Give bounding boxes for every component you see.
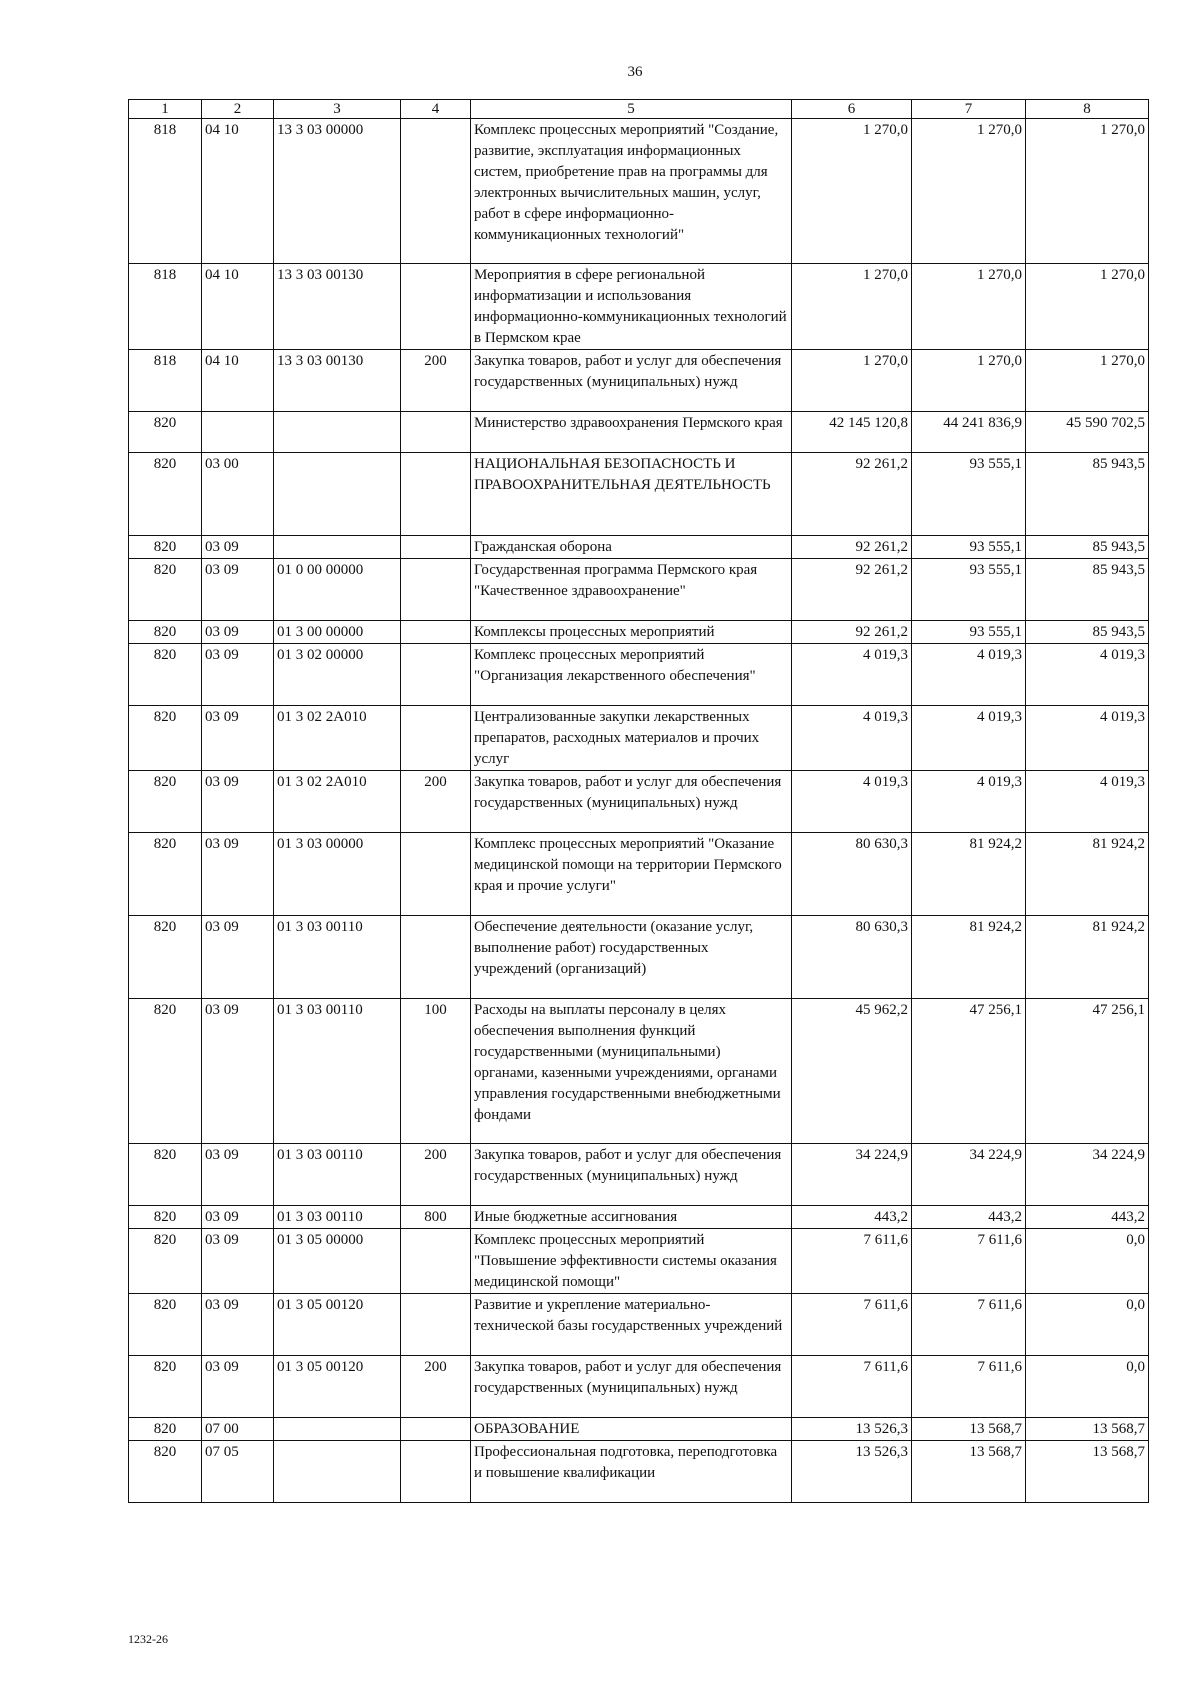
cell-amount-year-2: 44 241 836,9 xyxy=(912,412,1026,453)
cell-target-article: 01 3 03 00110 xyxy=(274,999,401,1144)
cell-section-code: 03 00 xyxy=(202,453,274,536)
column-header: 1 xyxy=(129,100,202,119)
cell-expense-type xyxy=(401,621,471,644)
cell-amount-year-1: 80 630,3 xyxy=(792,916,912,999)
cell-ministry-code: 818 xyxy=(129,119,202,264)
table-row xyxy=(129,1294,1149,1356)
cell-expense-type xyxy=(401,559,471,621)
cell-amount-year-1: 4 019,3 xyxy=(792,771,912,833)
cell-amount-year-3: 1 270,0 xyxy=(1026,119,1149,264)
cell-amount-year-2: 443,2 xyxy=(912,1206,1026,1229)
cell-expense-type xyxy=(401,706,471,771)
cell-amount-year-3: 4 019,3 xyxy=(1026,644,1149,706)
cell-target-article: 01 3 02 00000 xyxy=(274,644,401,706)
cell-amount-year-1: 34 224,9 xyxy=(792,1144,912,1206)
cell-target-article xyxy=(274,1441,401,1503)
cell-ministry-code: 820 xyxy=(129,706,202,771)
cell-amount-year-1: 92 261,2 xyxy=(792,559,912,621)
cell-amount-year-3: 81 924,2 xyxy=(1026,833,1149,916)
cell-target-article: 01 3 05 00120 xyxy=(274,1356,401,1418)
cell-amount-year-2: 81 924,2 xyxy=(912,916,1026,999)
cell-target-article: 01 3 03 00110 xyxy=(274,916,401,999)
cell-expense-type: 800 xyxy=(401,1206,471,1229)
cell-amount-year-3: 85 943,5 xyxy=(1026,536,1149,559)
cell-target-article: 01 3 02 2А010 xyxy=(274,706,401,771)
cell-amount-year-2: 4 019,3 xyxy=(912,644,1026,706)
cell-amount-year-3: 0,0 xyxy=(1026,1294,1149,1356)
cell-target-article: 01 3 00 00000 xyxy=(274,621,401,644)
cell-expense-type: 100 xyxy=(401,999,471,1144)
cell-amount-year-3: 1 270,0 xyxy=(1026,350,1149,412)
cell-target-article: 01 3 05 00120 xyxy=(274,1294,401,1356)
cell-target-article: 01 3 03 00110 xyxy=(274,1206,401,1229)
table-row xyxy=(129,536,1149,559)
cell-amount-year-1: 42 145 120,8 xyxy=(792,412,912,453)
cell-section-code: 07 00 xyxy=(202,1418,274,1441)
table-row xyxy=(129,833,1149,916)
cell-section-code: 03 09 xyxy=(202,833,274,916)
table-row xyxy=(129,1144,1149,1206)
cell-target-article xyxy=(274,536,401,559)
cell-target-article: 13 3 03 00130 xyxy=(274,350,401,412)
table-row xyxy=(129,1229,1149,1294)
cell-amount-year-3: 85 943,5 xyxy=(1026,621,1149,644)
cell-description: Закупка товаров, работ и услуг для обеспечения государственных (муниципальных) нужд xyxy=(471,350,792,412)
cell-amount-year-1: 1 270,0 xyxy=(792,264,912,350)
column-header: 8 xyxy=(1026,100,1149,119)
cell-amount-year-2: 13 568,7 xyxy=(912,1441,1026,1503)
cell-description: Иные бюджетные ассигнования xyxy=(471,1206,792,1229)
table-row xyxy=(129,916,1149,999)
cell-expense-type xyxy=(401,536,471,559)
cell-amount-year-3: 0,0 xyxy=(1026,1229,1149,1294)
cell-target-article: 01 3 02 2А010 xyxy=(274,771,401,833)
column-header: 2 xyxy=(202,100,274,119)
table-row xyxy=(129,999,1149,1144)
table-row xyxy=(129,1418,1149,1441)
cell-amount-year-2: 1 270,0 xyxy=(912,264,1026,350)
cell-section-code: 03 09 xyxy=(202,644,274,706)
cell-ministry-code: 820 xyxy=(129,1229,202,1294)
cell-description: Мероприятия в сфере региональной информатизации и использования информационно-коммуникационных технологий в Пермском крае xyxy=(471,264,792,350)
cell-amount-year-3: 34 224,9 xyxy=(1026,1144,1149,1206)
cell-description: НАЦИОНАЛЬНАЯ БЕЗОПАСНОСТЬ И ПРАВООХРАНИТЕЛЬНАЯ ДЕЯТЕЛЬНОСТЬ xyxy=(471,453,792,536)
cell-section-code: 03 09 xyxy=(202,1294,274,1356)
cell-amount-year-1: 92 261,2 xyxy=(792,453,912,536)
cell-section-code: 03 09 xyxy=(202,559,274,621)
table-body xyxy=(129,119,1149,1503)
cell-amount-year-1: 92 261,2 xyxy=(792,621,912,644)
cell-section-code: 04 10 xyxy=(202,264,274,350)
cell-target-article: 13 3 03 00130 xyxy=(274,264,401,350)
cell-expense-type xyxy=(401,1229,471,1294)
cell-expense-type xyxy=(401,833,471,916)
cell-amount-year-1: 4 019,3 xyxy=(792,706,912,771)
cell-description: Обеспечение деятельности (оказание услуг, выполнение работ) государственных учреждений (организаций) xyxy=(471,916,792,999)
cell-amount-year-2: 34 224,9 xyxy=(912,1144,1026,1206)
cell-description: Комплекс процессных мероприятий "Организация лекарственного обеспечения" xyxy=(471,644,792,706)
cell-section-code: 03 09 xyxy=(202,536,274,559)
cell-amount-year-1: 4 019,3 xyxy=(792,644,912,706)
cell-amount-year-2: 93 555,1 xyxy=(912,621,1026,644)
cell-target-article xyxy=(274,412,401,453)
cell-section-code: 03 09 xyxy=(202,706,274,771)
cell-target-article: 01 3 03 00110 xyxy=(274,1144,401,1206)
table-row xyxy=(129,644,1149,706)
cell-section-code: 03 09 xyxy=(202,1144,274,1206)
cell-description: ОБРАЗОВАНИЕ xyxy=(471,1418,792,1441)
cell-section-code: 04 10 xyxy=(202,350,274,412)
cell-ministry-code: 820 xyxy=(129,536,202,559)
cell-amount-year-2: 7 611,6 xyxy=(912,1356,1026,1418)
cell-description: Государственная программа Пермского края "Качественное здравоохранение" xyxy=(471,559,792,621)
cell-ministry-code: 820 xyxy=(129,559,202,621)
cell-amount-year-1: 1 270,0 xyxy=(792,350,912,412)
cell-amount-year-2: 7 611,6 xyxy=(912,1229,1026,1294)
cell-amount-year-3: 47 256,1 xyxy=(1026,999,1149,1144)
column-number-row xyxy=(129,100,1149,119)
cell-expense-type xyxy=(401,264,471,350)
cell-section-code: 03 09 xyxy=(202,1229,274,1294)
cell-amount-year-1: 7 611,6 xyxy=(792,1229,912,1294)
cell-ministry-code: 820 xyxy=(129,1418,202,1441)
cell-section-code: 03 09 xyxy=(202,916,274,999)
column-header: 6 xyxy=(792,100,912,119)
cell-section-code: 03 09 xyxy=(202,621,274,644)
cell-ministry-code: 820 xyxy=(129,1206,202,1229)
cell-amount-year-2: 7 611,6 xyxy=(912,1294,1026,1356)
cell-amount-year-3: 443,2 xyxy=(1026,1206,1149,1229)
cell-section-code: 03 09 xyxy=(202,1356,274,1418)
table-row xyxy=(129,621,1149,644)
cell-expense-type xyxy=(401,412,471,453)
cell-amount-year-3: 85 943,5 xyxy=(1026,453,1149,536)
cell-target-article: 13 3 03 00000 xyxy=(274,119,401,264)
cell-section-code: 04 10 xyxy=(202,119,274,264)
cell-description: Профессиональная подготовка, переподготовка и повышение квалификации xyxy=(471,1441,792,1503)
cell-target-article xyxy=(274,1418,401,1441)
cell-amount-year-3: 45 590 702,5 xyxy=(1026,412,1149,453)
cell-expense-type xyxy=(401,1294,471,1356)
cell-ministry-code: 820 xyxy=(129,621,202,644)
cell-ministry-code: 818 xyxy=(129,264,202,350)
cell-amount-year-2: 4 019,3 xyxy=(912,771,1026,833)
cell-amount-year-1: 13 526,3 xyxy=(792,1441,912,1503)
cell-ministry-code: 820 xyxy=(129,1294,202,1356)
column-header: 7 xyxy=(912,100,1026,119)
column-header: 3 xyxy=(274,100,401,119)
cell-amount-year-1: 92 261,2 xyxy=(792,536,912,559)
cell-amount-year-3: 1 270,0 xyxy=(1026,264,1149,350)
cell-expense-type: 200 xyxy=(401,771,471,833)
table-row xyxy=(129,706,1149,771)
cell-amount-year-2: 93 555,1 xyxy=(912,453,1026,536)
cell-amount-year-2: 81 924,2 xyxy=(912,833,1026,916)
table-row xyxy=(129,1441,1149,1503)
footer-code: 1232-26 xyxy=(128,1632,168,1646)
cell-ministry-code: 820 xyxy=(129,1441,202,1503)
cell-expense-type xyxy=(401,644,471,706)
cell-amount-year-1: 80 630,3 xyxy=(792,833,912,916)
cell-description: Закупка товаров, работ и услуг для обеспечения государственных (муниципальных) нужд xyxy=(471,1356,792,1418)
cell-expense-type xyxy=(401,1441,471,1503)
cell-amount-year-2: 47 256,1 xyxy=(912,999,1026,1144)
cell-section-code: 03 09 xyxy=(202,999,274,1144)
page-number: 36 xyxy=(627,64,643,80)
cell-amount-year-3: 13 568,7 xyxy=(1026,1418,1149,1441)
cell-amount-year-2: 93 555,1 xyxy=(912,559,1026,621)
cell-amount-year-1: 7 611,6 xyxy=(792,1356,912,1418)
cell-description: Министерство здравоохранения Пермского края xyxy=(471,412,792,453)
cell-target-article: 01 0 00 00000 xyxy=(274,559,401,621)
column-header: 5 xyxy=(471,100,792,119)
table-row xyxy=(129,350,1149,412)
cell-description: Комплекс процессных мероприятий "Создание, развитие, эксплуатация информационных систем, приобретение прав на программы для электронных вычислительных машин, услуг, работ в сфере информационно-коммуникационных технологий" xyxy=(471,119,792,264)
cell-expense-type: 200 xyxy=(401,1356,471,1418)
cell-expense-type xyxy=(401,1418,471,1441)
column-header: 4 xyxy=(401,100,471,119)
table-row xyxy=(129,119,1149,264)
cell-expense-type: 200 xyxy=(401,1144,471,1206)
table-row xyxy=(129,453,1149,536)
cell-amount-year-2: 93 555,1 xyxy=(912,536,1026,559)
table-row xyxy=(129,1206,1149,1229)
cell-amount-year-1: 45 962,2 xyxy=(792,999,912,1144)
cell-ministry-code: 820 xyxy=(129,412,202,453)
cell-ministry-code: 820 xyxy=(129,999,202,1144)
cell-amount-year-3: 13 568,7 xyxy=(1026,1441,1149,1503)
cell-section-code: 03 09 xyxy=(202,1206,274,1229)
cell-section-code: 07 05 xyxy=(202,1441,274,1503)
cell-amount-year-1: 13 526,3 xyxy=(792,1418,912,1441)
cell-ministry-code: 820 xyxy=(129,1356,202,1418)
cell-target-article xyxy=(274,453,401,536)
cell-ministry-code: 820 xyxy=(129,644,202,706)
cell-expense-type xyxy=(401,453,471,536)
cell-expense-type: 200 xyxy=(401,350,471,412)
cell-ministry-code: 820 xyxy=(129,771,202,833)
cell-section-code: 03 09 xyxy=(202,771,274,833)
cell-amount-year-3: 4 019,3 xyxy=(1026,706,1149,771)
cell-amount-year-2: 4 019,3 xyxy=(912,706,1026,771)
cell-amount-year-2: 13 568,7 xyxy=(912,1418,1026,1441)
cell-section-code xyxy=(202,412,274,453)
table-row xyxy=(129,1356,1149,1418)
cell-ministry-code: 820 xyxy=(129,453,202,536)
cell-amount-year-1: 1 270,0 xyxy=(792,119,912,264)
cell-ministry-code: 818 xyxy=(129,350,202,412)
cell-amount-year-2: 1 270,0 xyxy=(912,350,1026,412)
cell-target-article: 01 3 05 00000 xyxy=(274,1229,401,1294)
cell-expense-type xyxy=(401,119,471,264)
cell-amount-year-1: 7 611,6 xyxy=(792,1294,912,1356)
cell-amount-year-3: 85 943,5 xyxy=(1026,559,1149,621)
table-row xyxy=(129,264,1149,350)
cell-ministry-code: 820 xyxy=(129,916,202,999)
cell-description: Централизованные закупки лекарственных препаратов, расходных материалов и прочих услуг xyxy=(471,706,792,771)
cell-amount-year-3: 81 924,2 xyxy=(1026,916,1149,999)
cell-expense-type xyxy=(401,916,471,999)
cell-description: Закупка товаров, работ и услуг для обеспечения государственных (муниципальных) нужд xyxy=(471,771,792,833)
cell-amount-year-3: 0,0 xyxy=(1026,1356,1149,1418)
cell-ministry-code: 820 xyxy=(129,833,202,916)
cell-description: Комплекс процессных мероприятий "Оказание медицинской помощи на территории Пермского края и прочие услуги" xyxy=(471,833,792,916)
cell-description: Расходы на выплаты персоналу в целях обеспечения выполнения функций государственными (муниципальными) органами, казенными учреждениями, органами управления государственными внебюджетными фондами xyxy=(471,999,792,1144)
cell-description: Развитие и укрепление материально-технической базы государственных учреждений xyxy=(471,1294,792,1356)
cell-amount-year-2: 1 270,0 xyxy=(912,119,1026,264)
cell-description: Комплексы процессных мероприятий xyxy=(471,621,792,644)
cell-description: Гражданская оборона xyxy=(471,536,792,559)
budget-table xyxy=(128,99,1149,1503)
cell-description: Комплекс процессных мероприятий "Повышение эффективности системы оказания медицинской помощи" xyxy=(471,1229,792,1294)
cell-target-article: 01 3 03 00000 xyxy=(274,833,401,916)
table-row xyxy=(129,412,1149,453)
cell-amount-year-1: 443,2 xyxy=(792,1206,912,1229)
table-row xyxy=(129,559,1149,621)
cell-ministry-code: 820 xyxy=(129,1144,202,1206)
table-row xyxy=(129,771,1149,833)
cell-amount-year-3: 4 019,3 xyxy=(1026,771,1149,833)
cell-description: Закупка товаров, работ и услуг для обеспечения государственных (муниципальных) нужд xyxy=(471,1144,792,1206)
